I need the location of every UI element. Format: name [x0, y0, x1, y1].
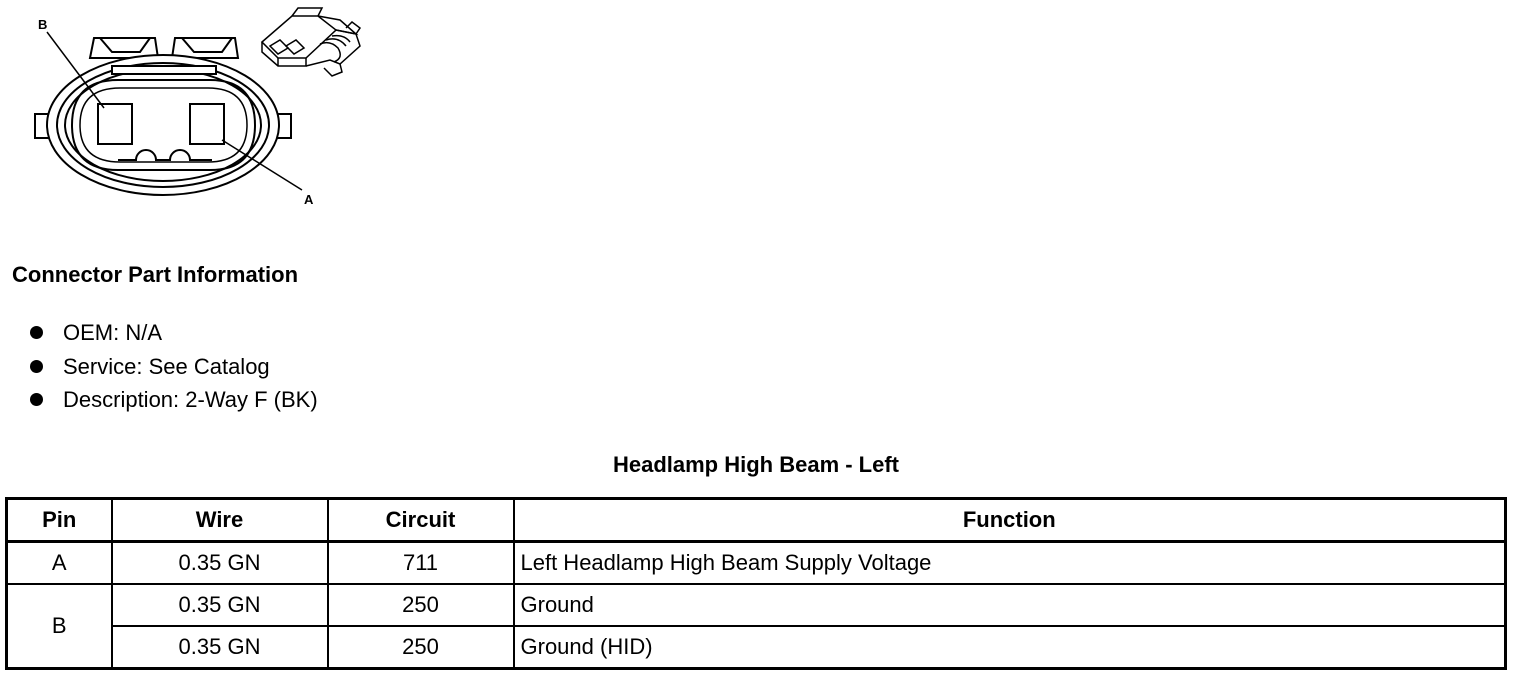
- table-title: Headlamp High Beam - Left: [612, 452, 900, 477]
- list-item: [28, 383, 318, 417]
- table-row: [7, 542, 1506, 585]
- terminal-b: [98, 104, 132, 144]
- header-circuit: Circuit: [328, 499, 514, 542]
- bullet-icon: [30, 393, 43, 406]
- header-pin: Pin: [7, 499, 112, 542]
- table-row: [7, 584, 1506, 626]
- cell-pin: A: [7, 542, 112, 585]
- list-item: [28, 350, 318, 384]
- table-header-row: [7, 499, 1506, 542]
- list-item: [28, 316, 318, 350]
- cell-pin: B: [7, 584, 112, 669]
- connector-isometric-icon: [262, 8, 360, 76]
- header-wire: Wire: [112, 499, 328, 542]
- header-function: Function: [514, 499, 1506, 542]
- connector-housing-outer: [47, 55, 279, 195]
- cell-function: Left Headlamp High Beam Supply Voltage: [514, 542, 1506, 585]
- cell-function: Ground: [514, 584, 1506, 626]
- pin-label-a: A: [304, 192, 314, 207]
- pinout-table: [5, 497, 1507, 670]
- cell-circuit: 250: [328, 584, 514, 626]
- part-info-description: Description: 2-Way F (BK): [63, 387, 318, 412]
- cell-wire: 0.35 GN: [112, 542, 328, 585]
- cell-function: Ground (HID): [514, 626, 1506, 669]
- terminal-a: [190, 104, 224, 144]
- part-info-oem: OEM: N/A: [63, 320, 163, 345]
- cell-circuit: 711: [328, 542, 514, 585]
- connector-diagram: [0, 0, 380, 215]
- bullet-icon: [30, 360, 43, 373]
- part-info-service: Service: See Catalog: [63, 353, 270, 379]
- part-info-list: [28, 316, 318, 417]
- bullet-icon: [30, 326, 43, 339]
- section-heading: Connector Part Information: [12, 262, 299, 287]
- cell-wire: 0.35 GN: [112, 584, 328, 626]
- cell-circuit: 250: [328, 626, 514, 669]
- cell-wire: 0.35 GN: [112, 626, 328, 669]
- pin-label-b: B: [38, 17, 48, 32]
- table-row: [7, 626, 1506, 669]
